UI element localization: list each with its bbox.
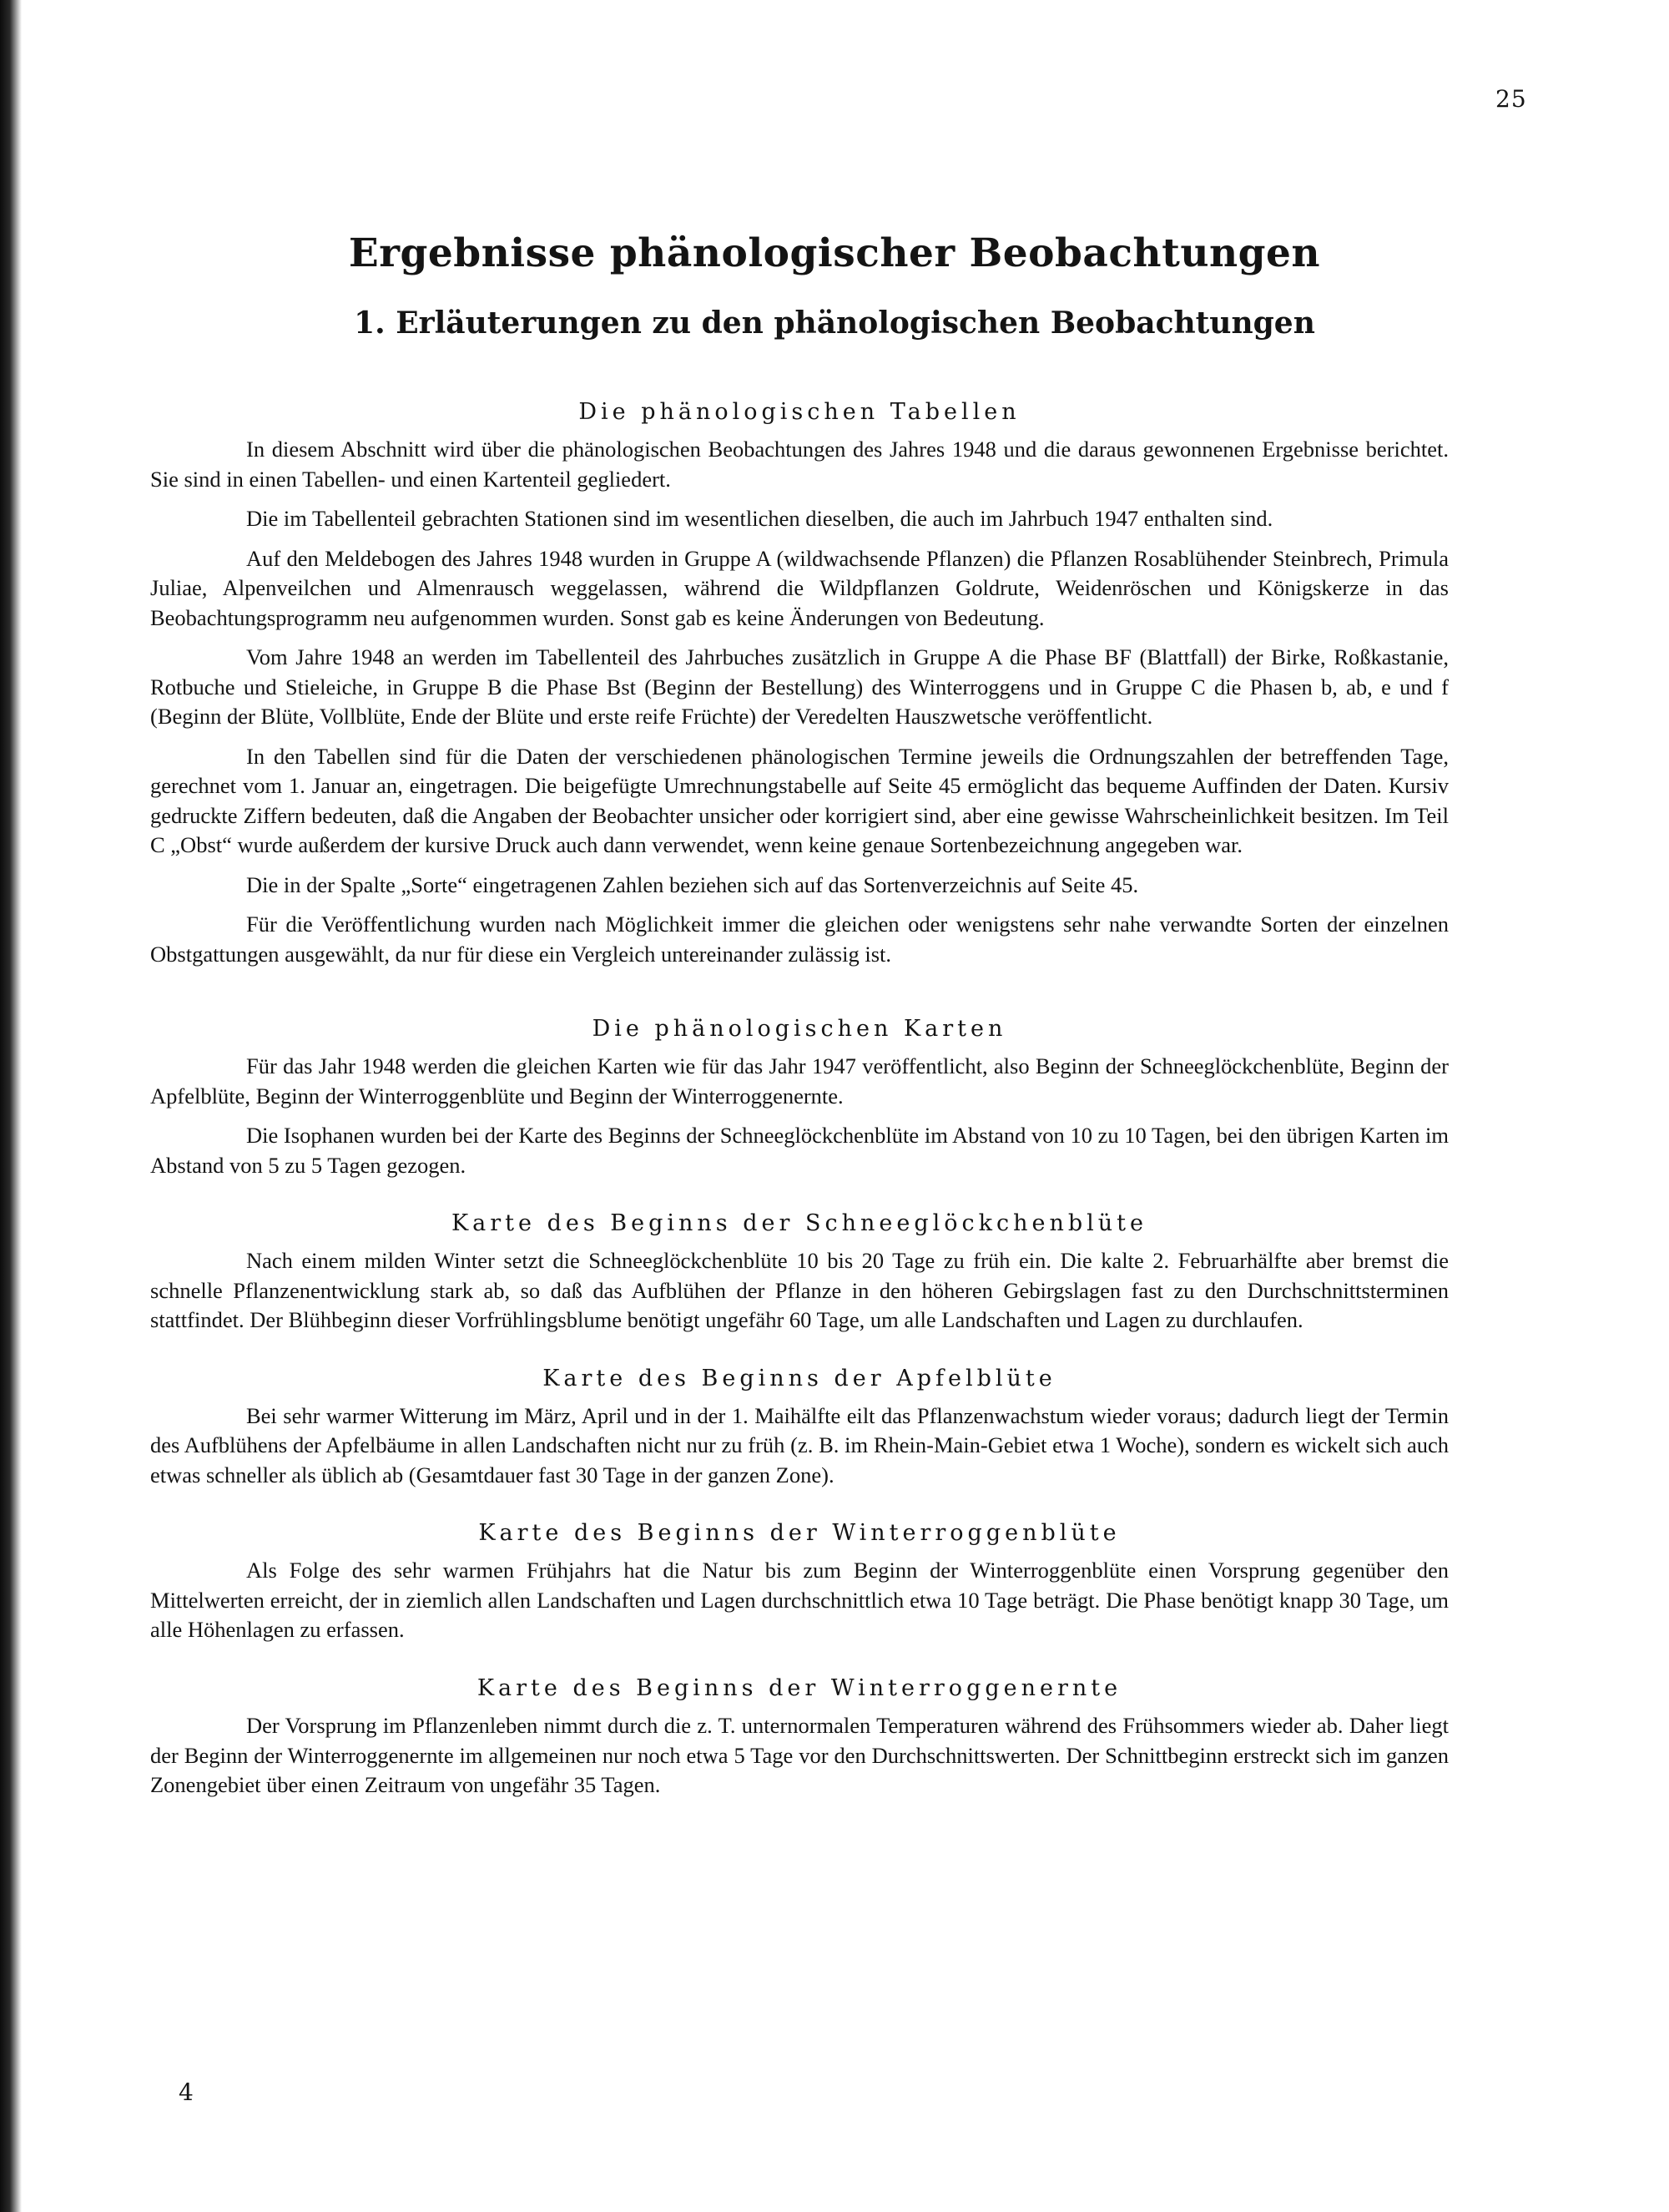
section-heading: Die phänologischen Karten (592, 1016, 1007, 1043)
paragraph: Der Vorsprung im Pflanzenleben nimmt durch die z. T. unternormalen Temperaturen während des Frühsommers wieder ab. Daher liegt der Beginn der Winterroggenernte im allgemeinen nur noch etwa 5 Tage vor den Durchschnittswerten. Der Schnittbeginn erstreckt sich im ganzen Zonengebiet über einen Zeitraum von ungefähr 35 Tagen. (150, 1713, 1449, 1798)
paragraph: Für das Jahr 1948 werden die gleichen Karten wie für das Jahr 1947 veröffentlicht, also Beginn der Schneeglöckchenblüte, Beginn der Apfelblüte, Beginn der Winterroggenblüte und Beginn der Winterroggenernte. (150, 1053, 1449, 1109)
paragraph: Auf den Meldebogen des Jahres 1948 wurden in Gruppe A (wildwachsende Pflanzen) die Pflanzen Rosablühender Steinbrech, Primula Juliae, Alpenveilchen und Almenrausch weggelassen, während die Wildpflanzen Goldrute, Weidenröschen und Königskerze in das Beobachtungsprogramm neu aufgenommen wurden. Sonst gab es keine Änderungen von Bedeutung. (150, 545, 1449, 630)
page-number: 25 (1495, 85, 1527, 113)
paragraph: Die im Tabellenteil gebrachten Stationen sind im wesentlichen dieselben, die auch im Jahrbuch 1947 enthalten sind. (246, 506, 1273, 532)
paragraph: Die in der Spalte „Sorte“ eingetragenen Zahlen beziehen sich auf das Sortenverzeichnis auf Seite 45. (246, 871, 1139, 897)
section-heading: Karte des Beginns der Winterroggenernte (476, 1674, 1122, 1701)
paragraph: Bei sehr warmer Witterung im März, April und in der 1. Maihälfte eilt das Pflanzenwachstum wieder voraus; dadurch liegt der Termin des Aufblühens der Apfelbäume in allen Landschaften nicht nur zu früh (z. B. im Rhein-Main-Gebiet etwa 1 Woche), sondern es wickelt sich auch etwas schneller als üblich ab (Gesamtdauer fast 30 Tage in der ganzen Zone). (150, 1402, 1449, 1487)
section-heading: Karte des Beginns der Winterroggenblüte (478, 1520, 1121, 1547)
section-heading: Die phänologischen Tabellen (578, 399, 1021, 425)
paragraph: Für die Veröffentlichung wurden nach Möglichkeit immer die gleichen oder wenigstens sehr nahe verwandte Sorten der einzelnen Obstgattungen ausgewählt, da nur für diese ein Vergleich untereinander zulässig ist. (150, 912, 1449, 967)
document-body (150, 397, 1449, 1811)
footer-sheet-number: 4 (179, 2078, 194, 2106)
paragraph: Die Isophanen wurden bei der Karte des Beginns der Schneeglöckchenblüte im Abstand von 10 zu 10 Tagen, bei den übrigen Karten im Abstand von 5 zu 5 Tagen gezogen. (150, 1123, 1449, 1178)
paragraph: Als Folge des sehr warmen Frühjahrs hat die Natur bis zum Beginn der Winterroggenblüte einen Vorsprung gegenüber den Mittelwerten erreicht, der in ziemlich allen Landschaften und Lagen durchschnittlich etwa 10 Tage beträgt. Die Phase benötigt knapp 30 Tage, um alle Höhenlagen zu erfassen. (150, 1558, 1449, 1643)
section-karten (150, 1014, 1449, 1180)
paragraph: In den Tabellen sind für die Daten der verschiedenen phänologischen Termine jeweils die Ordnungszahlen der betreffenden Tage, gerechnet vom 1. Januar an, eingetragen. Die beigefügte Umrechnungstabelle auf Seite 45 ermöglicht das bequeme Auffinden der Daten. Kursiv gedruckte Ziffern bedeuten, daß die Angaben der Beobachter unsicher oder korrigiert sind, aber eine gewisse Wahrscheinlichkeit besitzen. Im Teil C „Obst“ wurde außerdem der kursive Druck auch dann verwendet, wenn keine genaue Sortenbezeichnung angegeben war. (150, 743, 1449, 858)
paragraph: In diesem Abschnitt wird über die phänologischen Beobachtungen des Jahres 1948 und die daraus gewonnenen Ergebnisse berichtet. Sie sind in einen Tabellen- und einen Kartenteil gegliedert. (150, 437, 1449, 492)
paragraph: Vom Jahre 1948 an werden im Tabellenteil des Jahrbuches zusätzlich in Gruppe A die Phase BF (Blattfall) der Birke, Roßkastanie, Rotbuche und Stieleiche, in Gruppe B die Phase Bst (Beginn der Bestellung) des Winterroggens und in Gruppe C die Phasen b, ab, e und f (Beginn der Blüte, Vollblüte, Ende der Blüte und erste reife Früchte) der Veredelten Hauszwetsche veröffentlicht. (150, 644, 1449, 730)
section-winterroggenernte (150, 1674, 1449, 1800)
section-tabellen (150, 397, 1449, 969)
paragraph: Nach einem milden Winter setzt die Schneeglöckchenblüte 10 bis 20 Tage zu früh ein. Die kalte 2. Februarhälfte aber bremst die schnelle Pflanzenentwicklung stark ab, so daß das Aufblühen der Pflanze in den höheren Gebirgslagen fast zu den Durchschnittsterminen stattfindet. Der Blühbeginn dieser Vorfrühlingsblume benötigt ungefähr 60 Tage, um alle Landschaften und Lagen zu durchlaufen. (150, 1248, 1449, 1333)
page-title: Ergebnisse phänologischer Beobachtungen (348, 230, 1321, 276)
section-apfelbluete (150, 1364, 1449, 1491)
section-schneegloeckchen (150, 1209, 1449, 1336)
section-winterroggenbluete (150, 1518, 1449, 1645)
page-subtitle: 1. Erläuterungen zu den phänologischen Beobachtungen (354, 306, 1315, 341)
section-heading: Karte des Beginns der Schneeglöckchenblüte (451, 1210, 1148, 1237)
section-heading: Karte des Beginns der Apfelblüte (542, 1365, 1056, 1391)
